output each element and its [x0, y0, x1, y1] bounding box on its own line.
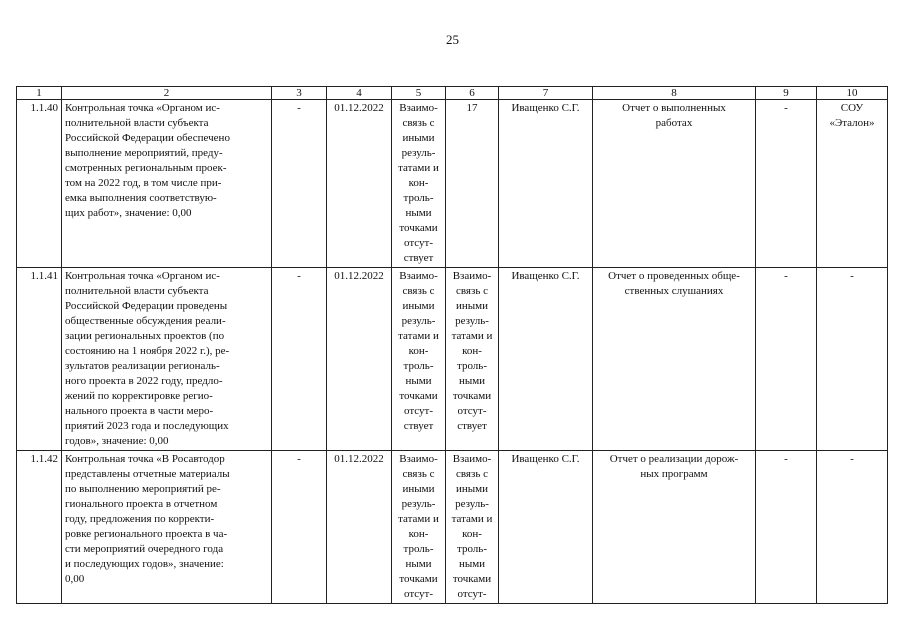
text-line: троль-: [403, 360, 434, 372]
text-line: -: [850, 453, 854, 465]
text-line: годов», значение: 0,00: [65, 435, 169, 447]
responsible-person: Иващенко С.Г.: [499, 100, 593, 268]
text-line: кон-: [408, 177, 429, 189]
text-line: Отчет о реализации дорож-: [609, 453, 739, 465]
text-line: ными: [458, 558, 486, 570]
text-line: резуль-: [455, 498, 489, 510]
text-line: иными: [455, 300, 488, 312]
column-3-value: -: [272, 451, 327, 604]
result-document: [593, 268, 756, 451]
deadline-date: 01.12.2022: [327, 268, 392, 451]
text-line: 0,00: [65, 573, 85, 585]
text-line: связь с: [402, 468, 435, 480]
column-number: 7: [499, 87, 593, 100]
row-number: 1.1.40: [17, 100, 62, 268]
text-line: сти мероприятий очередного года: [65, 543, 224, 555]
column-3-value: -: [272, 100, 327, 268]
text-line: нального проекта в части меро-: [65, 405, 214, 417]
column-number-row: [17, 87, 888, 100]
text-line: полнительной власти субъекта: [65, 285, 209, 297]
responsible-person: Иващенко С.Г.: [499, 268, 593, 451]
text-line: по выполнению мероприятий ре-: [65, 483, 221, 495]
column-number: 3: [272, 87, 327, 100]
text-line: Взаимо-: [452, 270, 492, 282]
text-line: ствует: [403, 252, 434, 264]
text-line: кон-: [462, 345, 482, 357]
text-line: Взаимо-: [452, 453, 492, 465]
text-line: кон-: [408, 528, 429, 540]
text-line: емка выполнения соответствую-: [65, 192, 217, 204]
relationship-cell: [446, 268, 499, 451]
text-line: троль-: [403, 543, 434, 555]
text-line: Российской Федерации обеспечено: [65, 132, 230, 144]
text-line: ствует: [403, 420, 434, 432]
control-point-description: [62, 268, 272, 451]
text-line: ственных слушаниях: [624, 285, 724, 297]
deadline-date: 01.12.2022: [327, 451, 392, 604]
text-line: ровке регионального проекта в ча-: [65, 528, 228, 540]
text-line: резуль-: [401, 147, 436, 159]
row-number: 1.1.41: [17, 268, 62, 451]
control-point-description: [62, 100, 272, 268]
text-line: точками: [452, 573, 492, 585]
text-line: резуль-: [455, 315, 489, 327]
text-line: гионального проекта в отчетном: [65, 498, 218, 510]
column-3-value: -: [272, 268, 327, 451]
text-line: приятий 2023 года и последующих: [65, 420, 229, 432]
result-document: [593, 100, 756, 268]
text-line: Взаимо-: [399, 102, 438, 114]
text-line: и последующих годов», значение:: [65, 558, 224, 570]
text-line: татами и: [398, 330, 439, 342]
row-number: 1.1.42: [17, 451, 62, 604]
text-line: отсут-: [403, 588, 433, 600]
text-line: точками: [399, 222, 438, 234]
text-line: смотренных региональным проек-: [65, 162, 227, 174]
text-line: отсут-: [403, 405, 433, 417]
table-row: [17, 451, 888, 604]
text-line: точками: [399, 390, 438, 402]
text-line: СОУ: [840, 102, 864, 114]
text-line: татами и: [451, 513, 493, 525]
responsible-person: Иващенко С.Г.: [499, 451, 593, 604]
column-number: 6: [446, 87, 499, 100]
column-number: 5: [392, 87, 446, 100]
text-line: кон-: [462, 528, 482, 540]
table-row: [17, 100, 888, 268]
text-line: Контрольная точка «Органом ис-: [65, 270, 220, 282]
text-line: иными: [402, 483, 435, 495]
text-line: представлены отчетные материалы: [65, 468, 230, 480]
text-line: иными: [402, 132, 435, 144]
page-number: 25: [446, 32, 459, 47]
column-6-value: [446, 100, 499, 268]
text-line: ного проекта в 2022 году, предло-: [65, 375, 223, 387]
text-line: отсут-: [403, 237, 433, 249]
column-10-value: [817, 451, 888, 604]
text-line: состоянию на 1 ноября 2022 г.), ре-: [65, 345, 230, 357]
text-line: ными: [405, 375, 432, 387]
text-line: жений по корректировке регио-: [65, 390, 213, 402]
text-line: выполнение мероприятий, преду-: [65, 147, 223, 159]
table-row: [17, 268, 888, 451]
column-10-value: [817, 268, 888, 451]
result-document: [593, 451, 756, 604]
text-line: иными: [455, 483, 488, 495]
text-line: Контрольная точка «В Росавтодор: [65, 453, 225, 465]
text-line: связь с: [402, 117, 435, 129]
column-9-value: -: [756, 100, 817, 268]
text-line: 17: [466, 102, 478, 114]
column-number: 2: [62, 87, 272, 100]
text-line: ными: [458, 375, 486, 387]
text-line: ными: [405, 558, 432, 570]
text-line: татами и: [398, 513, 439, 525]
relationship-cell: [392, 100, 446, 268]
column-number: 10: [817, 87, 888, 100]
text-line: ных программ: [640, 468, 708, 480]
text-line: году, предложения по корректи-: [65, 513, 215, 525]
column-number: 9: [756, 87, 817, 100]
relationship-cell: [392, 451, 446, 604]
text-line: щих работ», значение: 0,00: [65, 207, 192, 219]
column-number: 4: [327, 87, 392, 100]
control-point-description: [62, 451, 272, 604]
text-line: том на 2022 год, в том числе при-: [65, 177, 222, 189]
deadline-date: 01.12.2022: [327, 100, 392, 268]
text-line: троль-: [403, 192, 434, 204]
text-line: Контрольная точка «Органом ис-: [65, 102, 220, 114]
text-line: Российской Федерации проведены: [65, 300, 228, 312]
text-line: полнительной власти субъекта: [65, 117, 209, 129]
text-line: иными: [402, 300, 435, 312]
text-line: Взаимо-: [399, 270, 438, 282]
text-line: отсут-: [457, 588, 487, 600]
text-line: «Эталон»: [829, 117, 875, 129]
relationship-cell: [446, 451, 499, 604]
text-line: работах: [655, 117, 693, 129]
text-line: связь с: [456, 468, 488, 480]
text-line: общественные обсуждения реали-: [65, 315, 226, 327]
text-line: троль-: [457, 543, 487, 555]
text-line: ствует: [457, 420, 487, 432]
text-line: зации региональных проектов (по: [65, 330, 225, 342]
text-line: резуль-: [401, 315, 436, 327]
text-line: Отчет о проведенных обще-: [608, 270, 740, 282]
text-line: точками: [452, 390, 492, 402]
text-line: точками: [399, 573, 438, 585]
relationship-cell: [392, 268, 446, 451]
text-line: татами и: [398, 162, 439, 174]
text-line: ными: [405, 207, 432, 219]
column-number: 1: [17, 87, 62, 100]
column-9-value: -: [756, 268, 817, 451]
column-number: 8: [593, 87, 756, 100]
text-line: -: [850, 270, 854, 282]
text-line: троль-: [457, 360, 487, 372]
text-line: Отчет о выполненных: [622, 102, 726, 114]
text-line: связь с: [456, 285, 488, 297]
text-line: кон-: [408, 345, 429, 357]
column-10-value: [817, 100, 888, 268]
text-line: связь с: [402, 285, 435, 297]
column-9-value: -: [756, 451, 817, 604]
text-line: татами и: [451, 330, 493, 342]
text-line: отсут-: [457, 405, 487, 417]
text-line: резуль-: [401, 498, 436, 510]
text-line: Взаимо-: [399, 453, 438, 465]
control-points-table: [16, 86, 888, 604]
text-line: зультатов реализации региональ-: [65, 360, 220, 372]
